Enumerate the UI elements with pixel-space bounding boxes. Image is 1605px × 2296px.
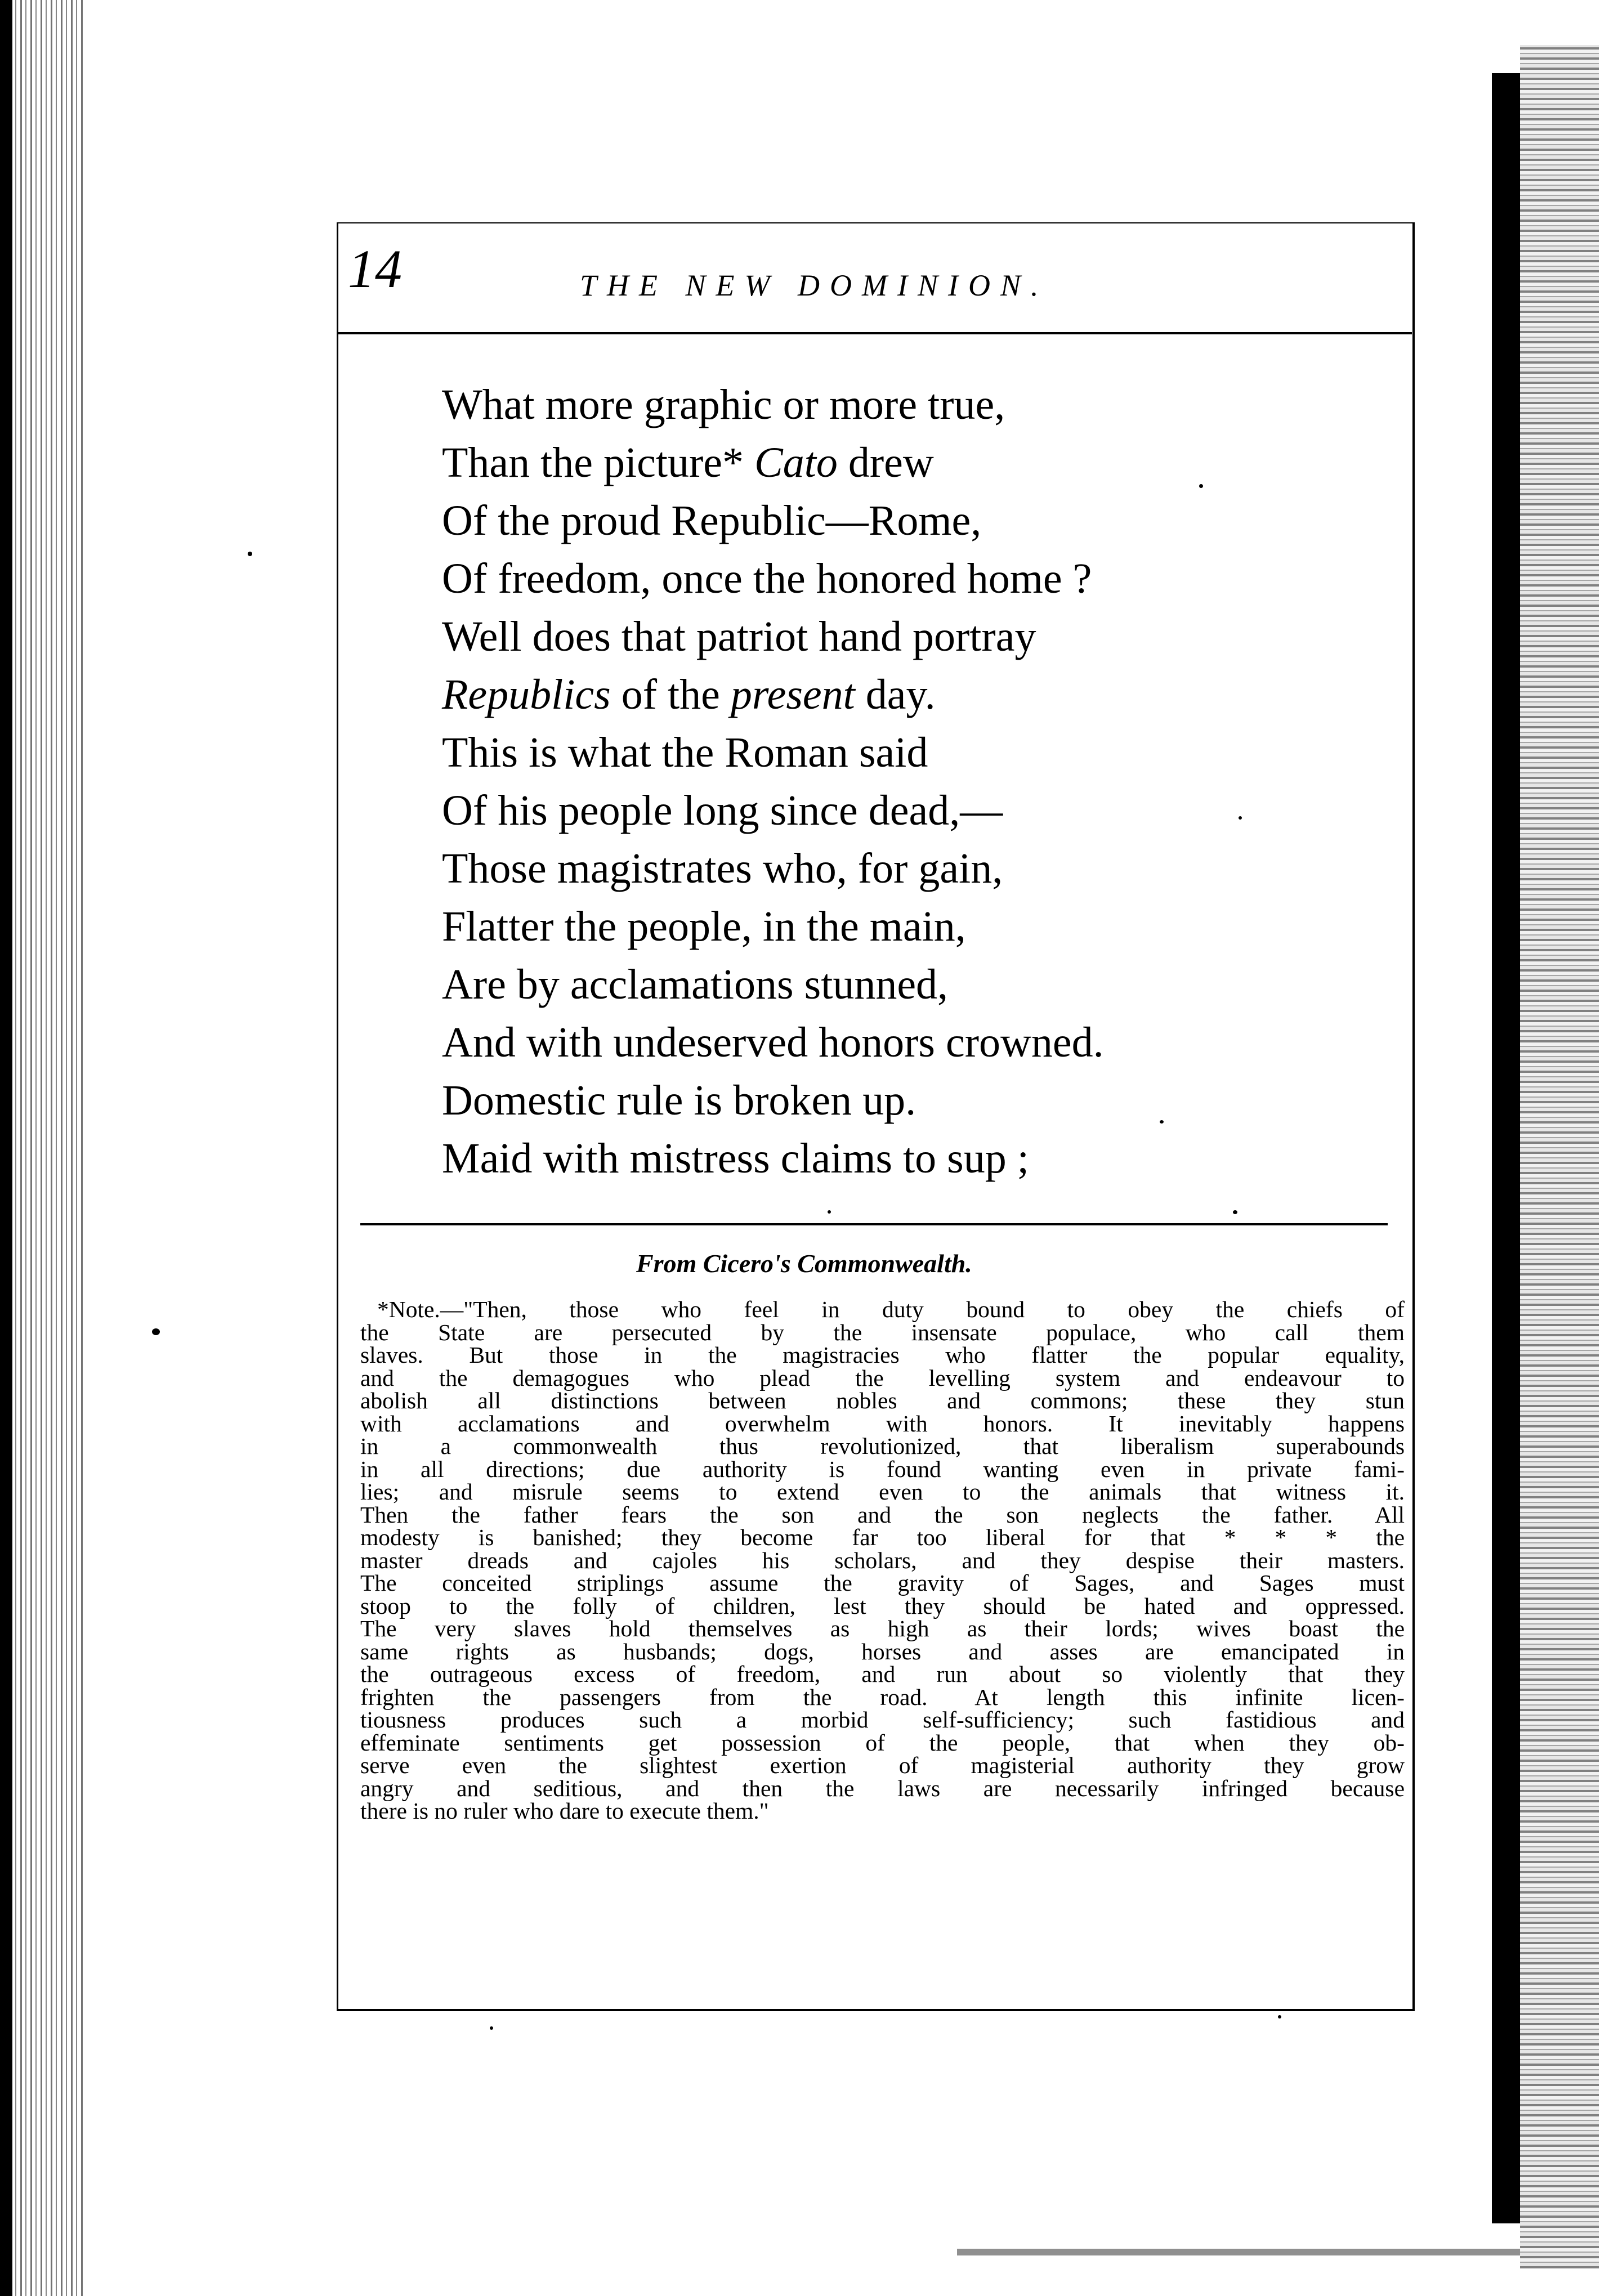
poem-italic-text: present [730,671,855,718]
footnote-text [360,1298,1405,1823]
poem-line [442,1014,1104,1072]
footnote-line: *Note.—"Then, those who feel in duty bound to obey the chiefs of [377,1296,1405,1322]
footnote-line: in all directions; due authority is found wanting even in private fami- [360,1456,1405,1482]
poem-line [442,956,1104,1014]
footnote-line: effeminate sentiments get possession of the people, that when they ob- [360,1729,1405,1756]
footnote-line: master dreads and cajoles his scholars, and they despise their masters. [360,1547,1405,1573]
footnote-line: the State are persecuted by the insensate populace, who call them [360,1319,1405,1345]
poem-line [442,550,1104,608]
ink-speck [1278,2015,1281,2018]
footnote-line: same rights as husbands; dogs, horses and asses are emancipated in [360,1638,1405,1664]
ink-speck [152,1328,160,1335]
scan-bottom-smudge [957,2249,1520,2255]
poem-text: Those magistrates who, for gain, [442,845,1003,892]
footnote-line: and the demagogues who plead the levelling system and endeavour to [360,1364,1405,1391]
poem-text: day. [855,671,936,718]
footnote-line: there is no ruler who dare to execute them." [360,1798,769,1824]
poem-line [442,782,1104,840]
poem-line [442,434,1104,492]
poem-text: drew [837,439,934,486]
poem-line [442,492,1104,550]
scan-left-edge [0,0,84,2296]
poem-text: Are by acclamations stunned, [442,961,949,1008]
poem-line [442,666,1104,724]
poem-text: Flatter the people, in the main, [442,903,966,950]
page-number: 14 [348,239,402,299]
poem-italic-text: Republics [442,671,611,718]
poem-text: What more graphic or more true, [442,381,1005,428]
footnote-line: in a commonwealth thus revolutionized, that liberalism superabounds [360,1433,1405,1459]
footnote-line: abolish all distinctions between nobles and commons; these they stun [360,1388,1405,1413]
ink-speck [1199,484,1203,488]
ink-speck [490,2026,493,2030]
poem-line [442,1130,1104,1188]
poem-text: And with undeserved honors crowned. [442,1019,1104,1066]
poem-italic-text: Cato [754,439,838,486]
footnote-rule [360,1223,1388,1225]
poem-line [442,724,1104,782]
footnote-heading: From Cicero's Commonwealth. [636,1249,972,1278]
footnote-line: lies; and misrule seems to extend even to the animals that witness it. [360,1479,1405,1505]
poem-line [442,376,1104,434]
footnote-line: The conceited striplings assume the gravity of Sages, and Sages must [360,1570,1405,1596]
poem-text: This is what the Roman said [442,729,928,776]
ink-speck [1160,1120,1164,1124]
footnote-line: Then the father fears the son and the son neglects the father. All [360,1501,1405,1528]
ink-speck [828,1210,831,1214]
poem-line [442,840,1104,898]
running-title: THE NEW DOMINION. [580,268,1049,302]
poem-text: Than the picture* [442,439,755,486]
poem-text: of the [610,671,731,718]
poem-text: Domestic rule is broken up. [442,1077,916,1124]
poem-text: Of the proud Republic—Rome, [442,497,982,544]
ink-speck [1239,816,1242,820]
poem-text: Maid with mistress claims to sup ; [442,1135,1029,1182]
ink-speck [248,552,252,556]
footnote-line: tiousness produces such a morbid self-sufficiency; such fastidious and [360,1707,1405,1733]
poem-text: Well does that patriot hand portray [442,613,1036,660]
poem [442,376,1104,1188]
ink-speck [1233,1210,1237,1214]
poem-line [442,898,1104,956]
footnote-line: frighten the passengers from the road. At length this infinite licen- [360,1684,1405,1710]
scan-left-border [0,0,12,2296]
footnote-line: serve even the slightest exertion of magisterial authority they grow [360,1752,1405,1778]
footnote-line: angry and seditious, and then the laws are necessarily infringed because [360,1775,1405,1801]
scan-right-edge [1520,45,1599,2268]
footnote-line: with acclamations and overwhelm with honors. It inevitably happens [360,1410,1405,1436]
footnote-line: the outrageous excess of freedom, and run about so violently that they [360,1661,1405,1687]
poem-text: Of his people long since dead,— [442,787,1003,834]
footnote-line: The very slaves hold themselves as high as their lords; wives boast the [360,1615,1405,1641]
poem-line [442,1072,1104,1130]
footnote-line: stoop to the folly of children, lest they should be hated and oppressed. [360,1592,1405,1619]
header-rule [337,332,1412,334]
footnote-line: slaves. But those in the magistracies who flatter the popular equality, [360,1342,1405,1368]
scan-right-border [1492,73,1520,2223]
footnote-line: modesty is banished; they become far too liberal for that * * * the [360,1524,1405,1550]
poem-text: Of freedom, once the honored home ? [442,555,1092,602]
poem-line [442,608,1104,666]
